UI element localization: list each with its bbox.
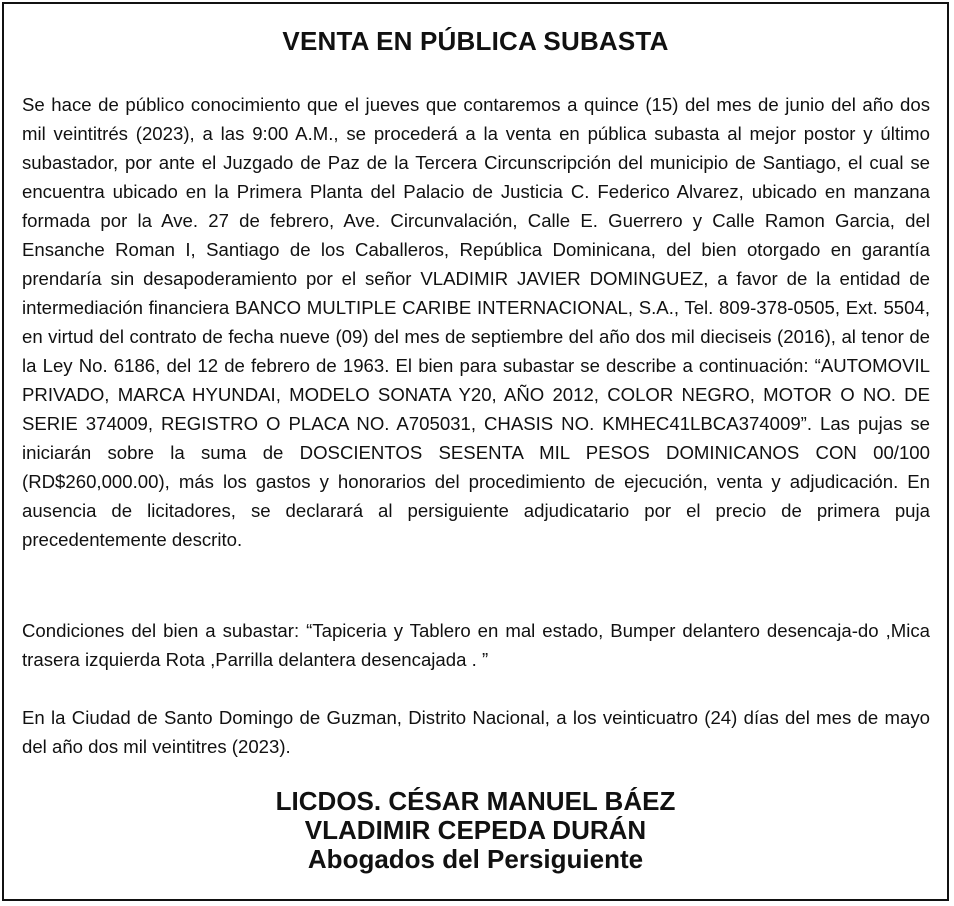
- notice-paragraph-conditions: Condiciones del bien a subastar: “Tapiceria y Tablero en mal estado, Bumper delantero desencaja-do ,Mica trasera izquierda Rota ,Parrilla delantera desencajada . ”: [22, 620, 930, 670]
- notice-frame: [2, 2, 949, 901]
- signature-line-lawyers: LICDOS. CÉSAR MANUEL BÁEZ: [275, 786, 676, 816]
- signature-line-role: Abogados del Persiguiente: [307, 844, 644, 874]
- signature-line-lawyer-2: VLADIMIR CEPEDA DURÁN: [304, 815, 647, 845]
- notice-paragraph-place-date: En la Ciudad de Santo Domingo de Guzman, Distrito Nacional, a los veinticuatro (24) días del mes de mayo del año dos mil veintitres (2023).: [22, 707, 930, 757]
- notice-paragraph-auction-details: Se hace de público conocimiento que el jueves que contaremos a quince (15) del mes de junio del año dos mil veintitrés (2023), a las 9:00 A.M., se procederá a la venta en pública subasta al mejor postor y último subastador, por ante el Juzgado de Paz de la Tercera Circunscripción del municipio de Santiago, el cual se encuentra ubicado en la Primera Planta del Palacio de Justicia C. Federico Alvarez, ubicado en manzana formada por la Ave. 27 de febrero, Ave. Circunvalación, Calle E. Guerrero y Calle Ramon Garcia, del Ensanche Roman I, Santiago de los Caballeros, República Dominicana, del bien otorgado en garantía prendaría sin desapoderamiento por el señor VLADIMIR JAVIER DOMINGUEZ, a favor de la entidad de intermediación financiera BANCO MULTIPLE CARIBE INTERNACIONAL, S.A., Tel. 809-378-0505, Ext. 5504, en virtud del contrato de fecha nueve (09) del mes de septiembre del año dos mil dieciseis (2016), al tenor de la Ley No. 6186, del 12 de febrero de 1963. El bien para subastar se describe a continuación: “AUTOMOVIL PRIVADO, MARCA HYUNDAI, MODELO SONATA Y20, AÑO 2012, COLOR NEGRO, MOTOR O NO. DE SERIE 374009, REGISTRO O PLACA NO. A705031, CHASIS NO. KMHEC41LBCA374009”. Las pujas se iniciarán sobre la suma de DOSCIENTOS SESENTA MIL PESOS DOMINICANOS CON 00/100 (RD$260,000.00), más los gastos y honorarios del procedimiento de ejecución, venta y adjudicación. En ausencia de licitadores, se declarará al persiguiente adjudicatario por el precio de primera puja precedentemente descrito.: [22, 94, 930, 550]
- signature-block: [4, 787, 947, 874]
- notice-title: VENTA EN PÚBLICA SUBASTA: [282, 26, 669, 56]
